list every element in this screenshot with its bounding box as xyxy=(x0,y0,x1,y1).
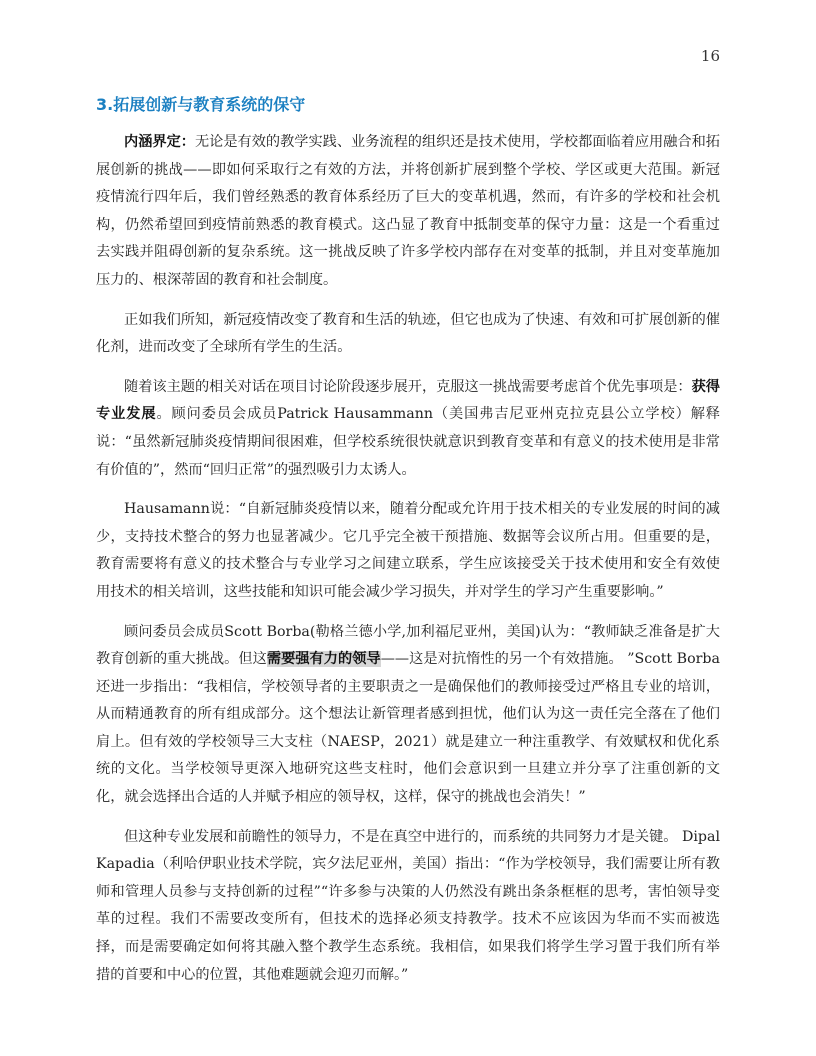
pandemic-text: 正如我们所知，新冠疫情改变了教育和生活的轨迹，但它也成为了快速、有效和可扩展创新的催化剂，进而改变了全球所有学生的生活。 xyxy=(96,311,720,356)
kapadia-text: 但这种专业发展和前瞻性的领导力，不是在真空中进行的，而系统的共同努力才是关键。 Dipal Kapadia（利哈伊职业技术学院，宾夕法尼亚州，美国）指出：“作为学校领导，我们需要让所有教师和管理人员参与支持创新的过程”“许多参与决策的人仍然没有跳出条条框框的思考，害怕领导变革的过程。我们不需要改变所有，但技术的选择必须支持教学。技术不应该因为华而不实而被选择，而是需要确定如何将其融入整个教学生态系统。我相信，如果我们将学生学习置于我们所有举措的首要和中心的位置，其他难题就会迎刃而解。” xyxy=(96,828,720,983)
pd-text-pre: 随着该主题的相关对话在项目讨论阶段逐步展开，克服这一挑战需要考虑首个优先事项是： xyxy=(124,378,692,395)
leadership-highlight: 需要强有力的领导 xyxy=(266,651,381,668)
section-heading: 3.拓展创新与教育系统的保守 xyxy=(96,95,306,114)
definition-text: 无论是有效的教学实践、业务流程的组织还是技术使用，学校都面临着应用融合和拓展创新的挑战——即如何采取行之有效的方法，并将创新扩展到整个学校、学区或更大范围。新冠疫情流行四年后，我们曾经熟悉的教育体系经历了巨大的变革机遇，然而，有许多的学校和社会机构，仍然希望回到疫情前熟悉的教育模式。这凸显了教育中抵制变革的保守力量：这是一个看重过去实践并阻碍创新的复杂系统。这一挑战反映了许多学校内部存在对变革的抵制，并且对变革施加压力的、根深蒂固的教育和社会制度。 xyxy=(96,134,720,288)
definition-lead: 内涵界定： xyxy=(124,134,195,150)
paragraph-hausamann-quote xyxy=(96,496,720,606)
borba-text-pre: 顾问委员会成员Scott Borba(勒格兰德小学,加利福尼亚州，美国)认为：“教师缺乏准备是扩大教育创新的重大挑战。但这 xyxy=(96,623,720,668)
hausamann-text: Hausamann说：“自新冠肺炎疫情以来，随着分配或允许用于技术相关的专业发展的时间的减少，支持技术整合的努力也显著减少。它几乎完全被干预措施、数据等会议所占用。但重要的是，教育需要将有意义的技术整合与专业学习之间建立联系，学生应该接受关于技术使用和安全有效使用技术的相关培训，这些技能和知识可能会减少学习损失，并对学生的学习产生重要影响。” xyxy=(96,501,720,600)
pd-highlight: 获得专业发展 xyxy=(96,378,720,423)
pd-text-post: 。顾问委员会成员Patrick Hausammann（美国弗吉尼亚州克拉克县公立学校）解释说：“虽然新冠肺炎疫情期间很困难，但学校系统很快就意识到教育变革和有意义的技术使用是非常有价值的”，然而“回归正常”的强烈吸引力太诱人。 xyxy=(96,406,720,478)
borba-text-post: ——这是对抗惰性的另一个有效措施。 ”Scott Borba还进一步指出：“我相信，学校领导者的主要职责之一是确保他们的教师接受过严格且专业的培训，从而精通教育的所有组成部分。这个想法让新管理者感到担忧，他们认为这一责任完全落在了他们肩上。但有效的学校领导三大支柱（NAESP，2021）就是建立一种注重教学、有效赋权和优化系统的文化。当学校领导更深入地研究这些支柱时，他们会意识到一旦建立并分享了注重创新的文化，就会选择出合适的人并赋予相应的领导权，这样，保守的挑战也会消失！” xyxy=(96,651,720,806)
paragraph-pandemic xyxy=(96,307,720,362)
paragraph-professional-development xyxy=(96,374,720,484)
paragraph-definition xyxy=(96,129,720,295)
paragraph-borba-quote xyxy=(96,619,720,812)
page-content xyxy=(96,92,720,1001)
page-number: 16 xyxy=(700,47,720,65)
paragraph-kapadia-quote xyxy=(96,824,720,990)
